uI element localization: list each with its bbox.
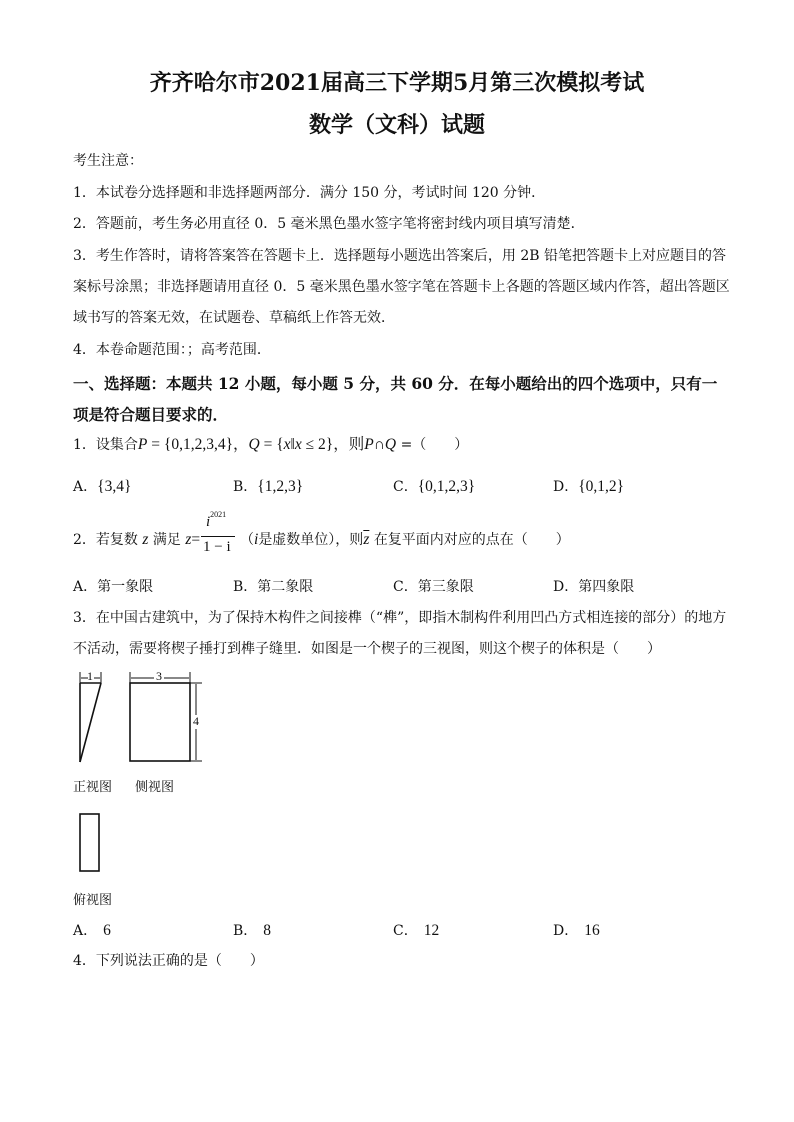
question-2-option-b: B．第二象限 [233,579,314,595]
question-3-stem: 3．在中国古建筑中，为了保持木构件之间接榫（“榫”，即指木制构件利用凹凸方式相连接的部分）的地方 [73,610,727,626]
page-subtitle: 数学（文科）试题 [308,112,485,138]
question-1-option-c: C．{0,1,2,3} [393,478,476,495]
fraction-denominator: 1 − i [203,539,231,555]
question-2-stem-start: 2．若复数 z 满足 z= [73,531,201,548]
side-view-caption: 侧视图 [135,780,175,795]
front-view-wedge [80,683,101,762]
question-1-stem: 1．设集合P = {0,1,2,3,4}，Q = {x‖x ≤ 2}，则P∩Q =（ ） [73,436,469,453]
question-1-option-b: B．{1,2,3} [233,478,304,495]
section-heading: 一、选择题：本题共 12 小题，每小题 5 分，共 60 分．在每小题给出的四个选项中，只有一 [73,374,718,393]
question-2-option-a: A．第一象限 [73,579,154,595]
question-3-option-b: B． 8 [233,922,272,939]
side-height-label: 4 [193,714,199,728]
question-1-option-a: A．{3,4} [73,478,132,495]
question-3-option-a: A． 6 [73,922,111,939]
question-2-option-d: D．第四象限 [553,579,635,595]
notice-item-3: 3．考生作答时，请将答案答在答题卡上．选择题每小题选出答案后，用 2B 铅笔把答题卡上对应题目的答 [73,248,727,264]
fraction-numerator: i [206,514,211,530]
question-2-stem-end: （i是虚数单位），则$\overline{z}$ 在复平面内对应的点在（ ） [240,531,570,548]
notice-item-3-cont2: 域书写的答案无效，在试题卷、草稿纸上作答无效． [73,310,395,326]
side-width-label: 3 [156,669,162,683]
section-heading-cont: 项是符合题目要求的． [73,405,229,424]
question-3-stem-cont: 不活动，需要将楔子捶打到榫子缝里．如图是一个楔子的三视图，则这个楔子的体积是（ ） [73,641,661,657]
question-4-stem: 4．下列说法正确的是（ ） [73,953,264,969]
front-width-label: 1 [87,669,93,683]
question-3-option-c: C． 12 [393,922,440,939]
top-view-caption: 俯视图 [73,893,113,908]
front-view-caption: 正视图 [73,780,113,795]
notice-heading: 考生注意： [73,153,143,169]
fraction-exponent: 2021 [210,510,227,519]
notice-item-3-cont: 案标号涂黑；非选择题请用直径 0．5 毫米黑色墨水签字笔在答题卡上各题的答题区域内作答，超出答题区 [73,279,730,295]
question-2-option-c: C．第三象限 [393,579,474,595]
question-1-option-d: D．{0,1,2} [553,478,625,495]
side-view-dimensions [130,672,202,761]
notice-item-1: 1．本试卷分选择题和非选择题两部分．满分 150 分，考试时间 120 分钟． [73,185,546,201]
page-title: 齐齐哈尔市2021届高三下学期5月第三次模拟考试 [149,70,645,96]
question-3-option-d: D． 16 [553,922,600,939]
top-view-rectangle [80,814,99,871]
notice-item-4: 4．本卷命题范围：；高考范围． [73,342,271,358]
side-view-rectangle [130,683,190,761]
notice-item-2: 2．答题前，考生务必用直径 0．5 毫米黑色墨水签字笔将密封线内项目填写清楚． [73,216,585,232]
front-view-slant-edge [80,683,101,762]
